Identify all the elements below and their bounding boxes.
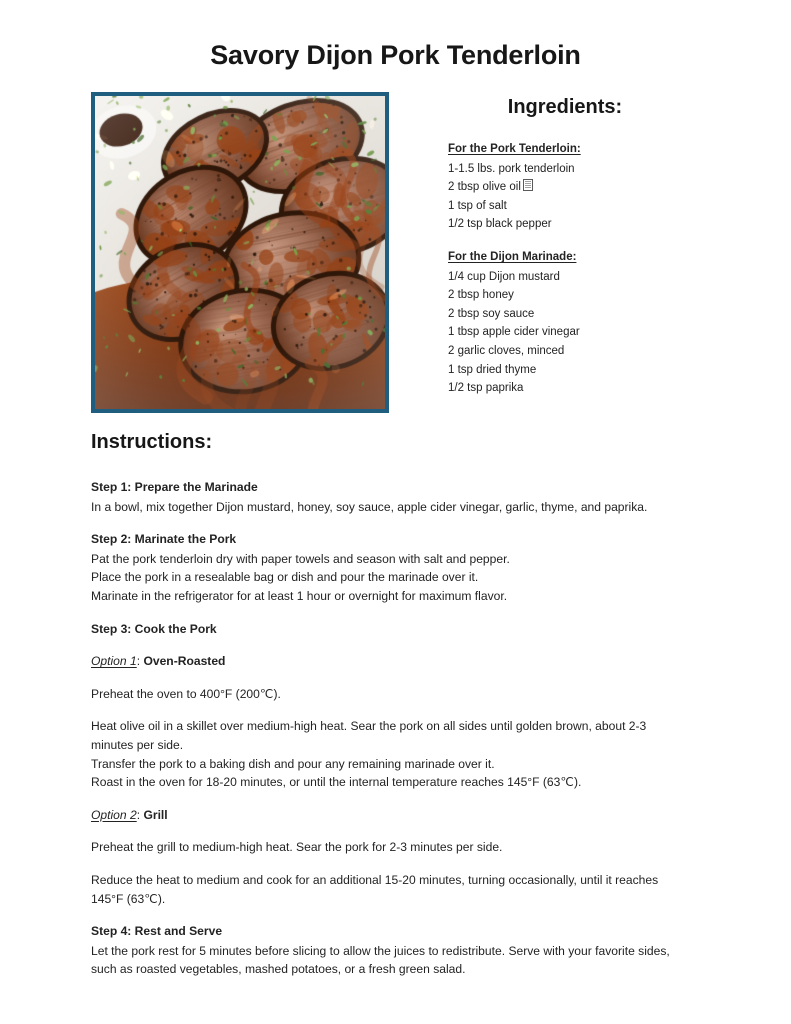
option-2-heading <box>91 806 691 825</box>
option-label: Option 2 <box>91 807 137 822</box>
step-body-line: Place the pork in a resealable bag or dish and pour the marinade over it. <box>91 570 479 585</box>
ingredient-item: 1/2 tsp paprika <box>448 382 524 395</box>
ingredient-item: 1 tbsp apple cider vinegar <box>448 326 580 339</box>
step-body-line: Pat the pork tenderloin dry with paper towels and season with salt and pepper. <box>91 551 510 566</box>
option-1-heading <box>91 652 691 671</box>
ingredients-list <box>448 140 708 398</box>
step-3 <box>91 620 691 909</box>
step-body-line: Transfer the pork to a baking dish and pour any remaining marinade over it. <box>91 756 495 771</box>
ingredient-item: 2 garlic cloves, minced <box>448 344 565 357</box>
step-title: Step 4: Rest and Serve <box>91 924 223 939</box>
option-separator: : <box>136 807 144 822</box>
step-body-line: Roast in the oven for 18-20 minutes, or until the internal temperature reaches 145°F (63℃). <box>91 775 582 790</box>
ingredient-item: 1/2 tsp black pepper <box>448 218 552 231</box>
ingredient-item: 2 tbsp honey <box>448 289 514 302</box>
step-1 <box>91 478 691 516</box>
ingredient-group-marinade <box>448 248 708 398</box>
ingredient-item <box>448 178 708 197</box>
instructions-heading: Instructions: <box>91 431 213 453</box>
step-body-line: Preheat the grill to medium-high heat. Sear the pork for 2-3 minutes per side. <box>91 840 503 855</box>
pork-tenderloin-photo-canvas <box>95 96 385 409</box>
instructions-list <box>91 478 691 993</box>
option-name: Grill <box>143 807 168 822</box>
ingredient-item-text: 2 tbsp olive oil <box>448 181 521 194</box>
step-title: Step 3: Cook the Pork <box>91 621 217 636</box>
ingredient-item: 1-1.5 lbs. pork tenderloin <box>448 162 575 175</box>
step-body-line: Heat olive oil in a skillet over medium-high heat. Sear the pork on all sides until golden brown, about 2-3 minutes per side. <box>91 719 647 752</box>
ingredients-heading: Ingredients: <box>507 96 623 118</box>
step-title: Step 1: Prepare the Marinade <box>91 480 258 494</box>
step-body-line: Reduce the heat to medium and cook for an additional 15-20 minutes, turning occasionally, until it reaches 145°F (63℃). <box>91 872 659 906</box>
option-separator: : <box>136 654 144 669</box>
step-2 <box>91 530 691 605</box>
option-name: Oven-Roasted <box>143 654 226 669</box>
ingredient-group-pork <box>448 140 708 234</box>
ingredient-item: 2 tbsp soy sauce <box>448 307 535 320</box>
ingredient-item: 1/4 cup Dijon mustard <box>448 270 560 283</box>
ingredient-item: 1 tsp dried thyme <box>448 363 537 376</box>
step-body-line: Marinate in the refrigerator for at least 1 hour or overnight for maximum flavor. <box>91 588 508 603</box>
step-body: Let the pork rest for 5 minutes before slicing to allow the juices to redistribute. Serve with your favorite sides, such as roasted vegetables, mashed potatoes, or a fresh green salad. <box>91 943 670 977</box>
missing-glyph-icon <box>523 179 533 191</box>
step-body-line: Preheat the oven to 400°F (200℃). <box>91 686 281 701</box>
option-label: Option 1 <box>91 654 137 669</box>
step-4 <box>91 922 691 979</box>
page-title: Savory Dijon Pork Tenderloin <box>210 40 581 70</box>
ingredient-item: 1 tsp of salt <box>448 199 507 212</box>
recipe-photo <box>91 92 389 413</box>
ingredient-group-title: For the Pork Tenderloin: <box>448 143 581 155</box>
step-title: Step 2: Marinate the Pork <box>91 532 237 547</box>
ingredient-group-title: For the Dijon Marinade: <box>448 250 577 263</box>
step-body: In a bowl, mix together Dijon mustard, honey, soy sauce, apple cider vinegar, garlic, thyme, and paprika. <box>91 499 648 514</box>
